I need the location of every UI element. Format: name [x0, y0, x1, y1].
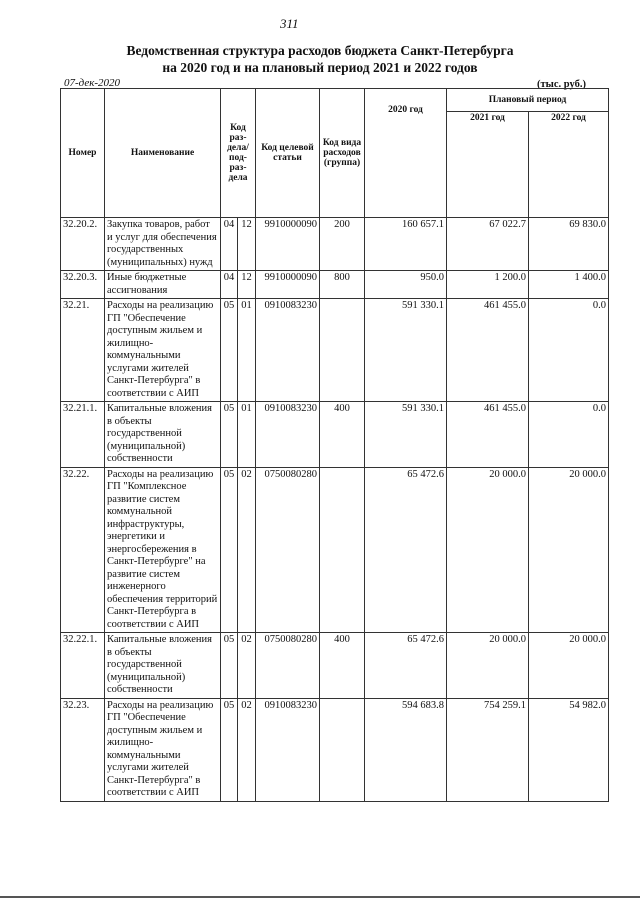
- table-row: [61, 698, 609, 801]
- row-section: 05: [221, 698, 238, 801]
- row-name: Расходы на реализацию ГП "Обеспечение доступным жильем и жилищно-коммунальными услугами жителей Санкт-Петербурга" в соответствии с АИП: [105, 299, 221, 402]
- row-expense-type: 800: [320, 271, 365, 299]
- row-target-code: 0750080280: [256, 467, 320, 633]
- row-number: 32.20.3.: [61, 271, 105, 299]
- row-amount-2021: 67 022.7: [447, 218, 529, 271]
- row-amount-2020: 65 472.6: [365, 633, 447, 699]
- table-row: [61, 633, 609, 699]
- row-name: Расходы на реализацию ГП "Обеспечение доступным жильем и жилищно-коммунальными услугами жителей Санкт-Петербурга" в соответствии с АИП: [105, 698, 221, 801]
- header-2020: 2020 год: [365, 89, 447, 218]
- row-amount-2021: 20 000.0: [447, 467, 529, 633]
- row-section: 04: [221, 218, 238, 271]
- title-line-2: на 2020 год и на плановый период 2021 и 2022 годов: [162, 60, 478, 75]
- row-subsection: 01: [238, 299, 256, 402]
- header-2021: 2021 год: [447, 112, 529, 218]
- table-row: [61, 271, 609, 299]
- row-amount-2022: 1 400.0: [529, 271, 609, 299]
- row-name: Закупка товаров, работ и услуг для обеспечения государственных (муниципальных) нужд: [105, 218, 221, 271]
- row-subsection: 01: [238, 402, 256, 468]
- table-row: [61, 218, 609, 271]
- row-number: 32.23.: [61, 698, 105, 801]
- header-number: Номер: [61, 89, 105, 218]
- row-subsection: 12: [238, 218, 256, 271]
- header-target: Код целевой статьи: [256, 89, 320, 218]
- row-subsection: 12: [238, 271, 256, 299]
- row-expense-type: 200: [320, 218, 365, 271]
- bottom-rule: [0, 896, 640, 898]
- row-section: 05: [221, 299, 238, 402]
- table-row: [61, 467, 609, 633]
- row-section: 05: [221, 402, 238, 468]
- row-amount-2020: 160 657.1: [365, 218, 447, 271]
- row-amount-2021: 754 259.1: [447, 698, 529, 801]
- header-expense-type: Код вида расходов (группа): [320, 89, 365, 218]
- table-row: [61, 299, 609, 402]
- row-amount-2020: 594 683.8: [365, 698, 447, 801]
- row-name: Капитальные вложения в объекты государственной (муниципальной) собственности: [105, 402, 221, 468]
- row-target-code: 9910000090: [256, 271, 320, 299]
- row-target-code: 0910083230: [256, 299, 320, 402]
- budget-table: [60, 88, 609, 802]
- header-2022: 2022 год: [529, 112, 609, 218]
- row-section: 05: [221, 467, 238, 633]
- document-date: 07-дек-2020: [64, 77, 121, 89]
- row-amount-2021: 461 455.0: [447, 402, 529, 468]
- row-name: Иные бюджетные ассигнования: [105, 271, 221, 299]
- row-target-code: 9910000090: [256, 218, 320, 271]
- row-subsection: 02: [238, 698, 256, 801]
- row-number: 32.22.1.: [61, 633, 105, 699]
- row-amount-2020: 591 330.1: [365, 299, 447, 402]
- row-subsection: 02: [238, 467, 256, 633]
- header-planned-period: Плановый период: [447, 89, 609, 112]
- header-section: Код раз- дела/ под- раз- дела: [221, 89, 256, 218]
- units-label: (тыс. руб.): [537, 79, 586, 90]
- title-line-1: Ведомственная структура расходов бюджета Санкт-Петербурга: [126, 43, 514, 58]
- row-expense-type: [320, 698, 365, 801]
- row-section: 04: [221, 271, 238, 299]
- row-section: 05: [221, 633, 238, 699]
- document-title: [0, 42, 640, 76]
- row-target-code: 0750080280: [256, 633, 320, 699]
- row-amount-2021: 1 200.0: [447, 271, 529, 299]
- row-expense-type: [320, 299, 365, 402]
- row-amount-2022: 0.0: [529, 299, 609, 402]
- row-expense-type: 400: [320, 633, 365, 699]
- row-number: 32.20.2.: [61, 218, 105, 271]
- row-amount-2022: 0.0: [529, 402, 609, 468]
- row-number: 32.21.1.: [61, 402, 105, 468]
- row-amount-2021: 461 455.0: [447, 299, 529, 402]
- table-row: [61, 402, 609, 468]
- table-body: [61, 218, 609, 802]
- row-amount-2020: 591 330.1: [365, 402, 447, 468]
- row-number: 32.21.: [61, 299, 105, 402]
- row-name: Капитальные вложения в объекты государственной (муниципальной) собственности: [105, 633, 221, 699]
- row-name: Расходы на реализацию ГП "Комплексное развитие систем коммунальной инфраструктуры, энергетики и энергосбережения в Санкт-Петербурге" на развитие систем инженерного обеспечения территорий Санкт-Петербурга в соответствии с АИП: [105, 467, 221, 633]
- row-amount-2020: 950.0: [365, 271, 447, 299]
- row-amount-2021: 20 000.0: [447, 633, 529, 699]
- header-name: Наименование: [105, 89, 221, 218]
- page-number: 311: [280, 16, 299, 31]
- row-amount-2022: 54 982.0: [529, 698, 609, 801]
- row-subsection: 02: [238, 633, 256, 699]
- row-expense-type: [320, 467, 365, 633]
- row-amount-2022: 69 830.0: [529, 218, 609, 271]
- row-expense-type: 400: [320, 402, 365, 468]
- row-amount-2020: 65 472.6: [365, 467, 447, 633]
- row-target-code: 0910083230: [256, 402, 320, 468]
- row-target-code: 0910083230: [256, 698, 320, 801]
- row-amount-2022: 20 000.0: [529, 467, 609, 633]
- row-amount-2022: 20 000.0: [529, 633, 609, 699]
- row-number: 32.22.: [61, 467, 105, 633]
